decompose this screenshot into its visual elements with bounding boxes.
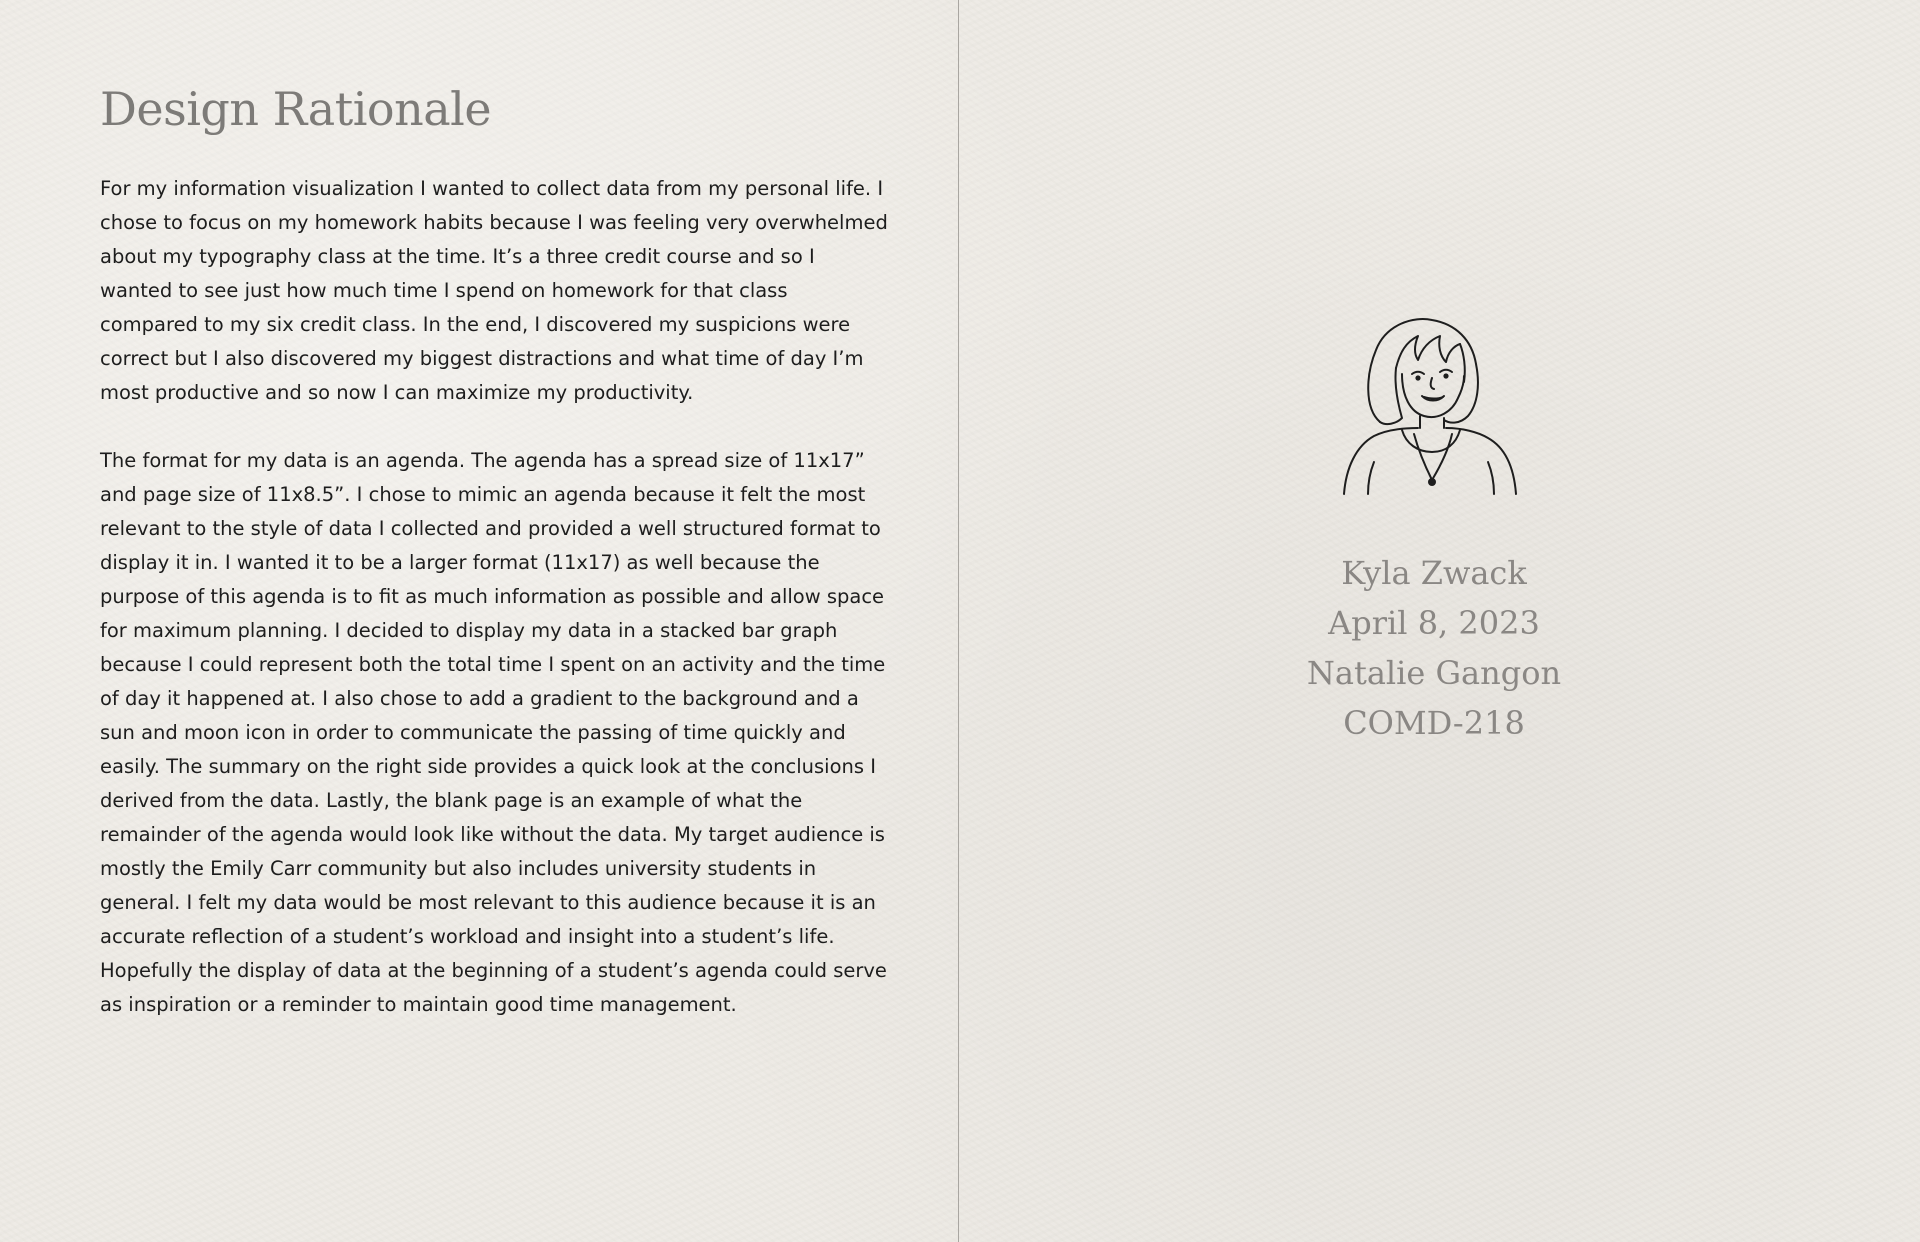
person-portrait-icon: [1340, 312, 1520, 502]
left-page: [0, 0, 959, 1242]
author-name: Kyla Zwack: [1341, 554, 1527, 592]
spine-divider: [958, 0, 959, 1242]
course-code: COMD-218: [1343, 704, 1525, 742]
rationale-body: [100, 172, 890, 1056]
instructor-name: Natalie Gangon: [1306, 654, 1562, 692]
rationale-paragraph-1: For my information visualization I wanted to collect data from my personal life. I chose to focus on my homework habits because I was feeling very overwhelmed about my typography class at the time. It’s a three credit course and so I wanted to see just how much time I spend on homework for that class compared to my six credit class. In the end, I discovered my suspicions were correct but I also discovered my biggest distractions and what time of day I’m most productive and so now I can maximize my productivity.: [100, 177, 888, 404]
rationale-paragraph-2: The format for my data is an agenda. The agenda has a spread size of 11x17” and page size of 11x8.5”. I chose to mimic an agenda because it felt the most relevant to the style of data I collected and provided a well structured format to display it in. I wanted it to be a larger format (11x17) as well because the purpose of this agenda is to fit as much information as possible and allow space for maximum planning. I decided to display my data in a stacked bar graph because I could represent both the total time I spent on an activity and the time of day it happened at. I also chose to add a gradient to the background and a sun and moon icon in order to communicate the passing of time quickly and easily. The summary on the right side provides a quick look at the conclusions I derived from the data. Lastly, the blank page is an example of what the remainder of the agenda would look like without the data. My target audience is mostly the Emily Carr community but also includes university students in general. I felt my data would be most relevant to this audience because it is an accurate reflection of a student’s workload and insight into a student’s life. Hopefully the display of data at the beginning of a student’s agenda could serve as inspiration or a reminder to maintain good time management.: [100, 449, 887, 1016]
date-text: April 8, 2023: [1328, 604, 1540, 642]
page-title: Design Rationale: [100, 82, 492, 136]
credits-block: [1220, 548, 1648, 748]
